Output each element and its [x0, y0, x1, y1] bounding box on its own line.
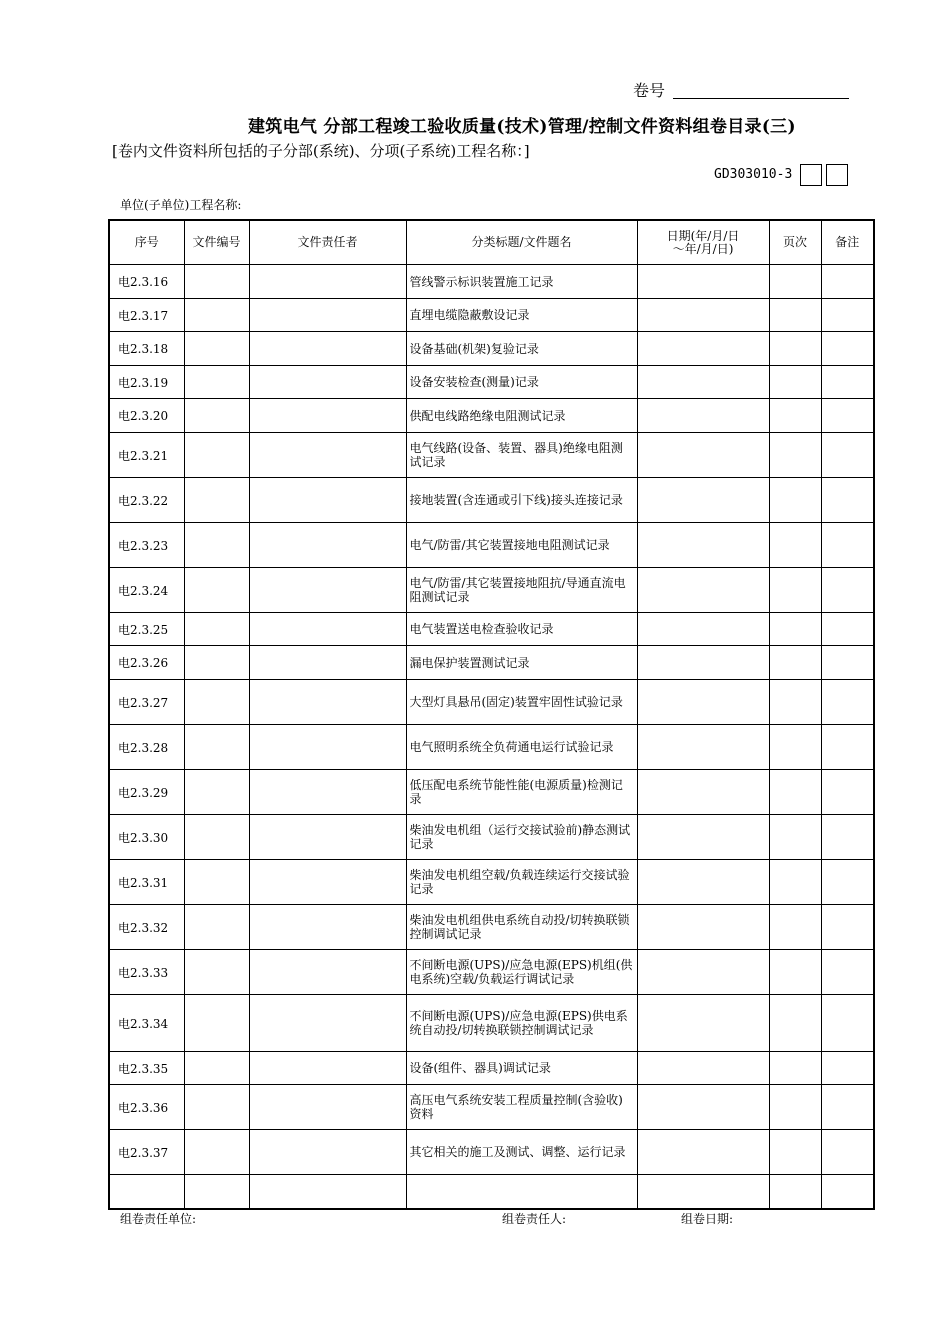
cell-doc-no	[184, 1130, 249, 1175]
cell-remark	[821, 815, 874, 860]
cell-owner	[249, 433, 406, 478]
table-row	[109, 1130, 874, 1175]
cell-date	[637, 265, 769, 299]
cell-remark	[821, 332, 874, 366]
cell-date	[637, 860, 769, 905]
cell-page	[769, 265, 821, 299]
cell-seq: 电2.3.23	[109, 523, 184, 568]
cell-page	[769, 860, 821, 905]
cell-owner	[249, 265, 406, 299]
table-row	[109, 478, 874, 523]
cell-date	[637, 1130, 769, 1175]
cell-remark	[821, 860, 874, 905]
cell-doc-no	[184, 399, 249, 433]
table-row	[109, 568, 874, 613]
cell-title: 不间断电源(UPS)/应急电源(EPS)机组(供电系统)空载/负载运行调试记录	[406, 950, 637, 995]
cell-seq: 电2.3.16	[109, 265, 184, 299]
cell-seq: 电2.3.37	[109, 1130, 184, 1175]
cell-owner	[249, 815, 406, 860]
header-doc-no: 文件编号	[184, 220, 249, 265]
cell-title: 其它相关的施工及测试、调整、运行记录	[406, 1130, 637, 1175]
cell-page	[769, 680, 821, 725]
cell-page	[769, 433, 821, 478]
cell-remark	[821, 1130, 874, 1175]
cell-remark	[821, 950, 874, 995]
cell-title: 柴油发电机组（运行交接试验前)静态测试记录	[406, 815, 637, 860]
cell-page	[769, 995, 821, 1052]
header-remark: 备注	[821, 220, 874, 265]
cell-owner	[249, 613, 406, 646]
header-title: 分类标题/文件题名	[406, 220, 637, 265]
cell-remark	[821, 433, 874, 478]
cell-owner	[249, 1175, 406, 1209]
table-row	[109, 680, 874, 725]
cell-seq: 电2.3.32	[109, 905, 184, 950]
header-date	[637, 220, 769, 265]
cell-page	[769, 399, 821, 433]
volume-number-line	[673, 98, 849, 99]
cell-seq: 电2.3.18	[109, 332, 184, 366]
cell-title: 电气装置送电检查验收记录	[406, 613, 637, 646]
cell-page	[769, 1175, 821, 1209]
cell-seq: 电2.3.29	[109, 770, 184, 815]
table-row	[109, 860, 874, 905]
cell-page	[769, 725, 821, 770]
cell-page	[769, 523, 821, 568]
cell-doc-no	[184, 680, 249, 725]
cell-owner	[249, 680, 406, 725]
cell-date	[637, 613, 769, 646]
cell-doc-no	[184, 299, 249, 332]
cell-doc-no	[184, 860, 249, 905]
cell-doc-no	[184, 1052, 249, 1085]
table-row	[109, 613, 874, 646]
cell-doc-no	[184, 366, 249, 399]
cell-seq: 电2.3.28	[109, 725, 184, 770]
cell-page	[769, 1130, 821, 1175]
cell-date	[637, 478, 769, 523]
cell-seq: 电2.3.26	[109, 646, 184, 680]
cell-doc-no	[184, 725, 249, 770]
table-row	[109, 770, 874, 815]
cell-doc-no	[184, 770, 249, 815]
cell-date	[637, 1085, 769, 1130]
code-box-1	[800, 164, 822, 186]
cell-remark	[821, 366, 874, 399]
cell-owner	[249, 1052, 406, 1085]
table-row	[109, 1052, 874, 1085]
cell-remark	[821, 265, 874, 299]
cell-seq: 电2.3.17	[109, 299, 184, 332]
cell-page	[769, 815, 821, 860]
cell-owner	[249, 770, 406, 815]
table-row	[109, 265, 874, 299]
table-header-row	[109, 220, 874, 265]
cell-owner	[249, 725, 406, 770]
cell-doc-no	[184, 433, 249, 478]
cell-doc-no	[184, 815, 249, 860]
cell-date	[637, 815, 769, 860]
cell-doc-no	[184, 646, 249, 680]
header-date-line2: ～年/月/日)	[672, 241, 734, 256]
cell-owner	[249, 568, 406, 613]
cell-date	[637, 770, 769, 815]
cell-title: 高压电气系统安装工程质量控制(含验收)资料	[406, 1085, 637, 1130]
cell-doc-no	[184, 265, 249, 299]
cell-doc-no	[184, 1085, 249, 1130]
form-code: GD303010-3	[714, 167, 793, 182]
cell-seq	[109, 1175, 184, 1209]
cell-seq: 电2.3.30	[109, 815, 184, 860]
table-row	[109, 1085, 874, 1130]
cell-owner	[249, 1085, 406, 1130]
table-row	[109, 905, 874, 950]
cell-page	[769, 1085, 821, 1130]
cell-seq: 电2.3.35	[109, 1052, 184, 1085]
cell-seq: 电2.3.31	[109, 860, 184, 905]
cell-owner	[249, 399, 406, 433]
footer-unit-label: 组卷责任单位:	[120, 1212, 197, 1226]
cell-date	[637, 1175, 769, 1209]
catalog-table	[108, 219, 875, 1210]
cell-doc-no	[184, 568, 249, 613]
cell-doc-no	[184, 613, 249, 646]
cell-title: 电气照明系统全负荷通电运行试验记录	[406, 725, 637, 770]
cell-remark	[821, 995, 874, 1052]
volume-number-label: 卷号	[633, 81, 666, 100]
cell-date	[637, 399, 769, 433]
table-row	[109, 433, 874, 478]
cell-page	[769, 770, 821, 815]
cell-remark	[821, 770, 874, 815]
cell-remark	[821, 905, 874, 950]
cell-title: 柴油发电机组供电系统自动投/切转换联锁控制调试记录	[406, 905, 637, 950]
table-row	[109, 646, 874, 680]
cell-seq: 电2.3.36	[109, 1085, 184, 1130]
cell-doc-no	[184, 478, 249, 523]
cell-remark	[821, 1052, 874, 1085]
cell-title: 设备基础(机架)复验记录	[406, 332, 637, 366]
cell-owner	[249, 995, 406, 1052]
cell-page	[769, 905, 821, 950]
cell-doc-no	[184, 523, 249, 568]
page-subtitle: [卷内文件资料所包括的子分部(系统)、分项(子系统)工程名称：]	[112, 142, 530, 160]
table-row	[109, 523, 874, 568]
cell-title: 漏电保护装置测试记录	[406, 646, 637, 680]
cell-seq: 电2.3.22	[109, 478, 184, 523]
cell-owner	[249, 1130, 406, 1175]
cell-seq: 电2.3.25	[109, 613, 184, 646]
cell-title: 不间断电源(UPS)/应急电源(EPS)供电系统自动投/切转换联锁控制调试记录	[406, 995, 637, 1052]
cell-doc-no	[184, 995, 249, 1052]
cell-title: 电气线路(设备、装置、器具)绝缘电阻测试记录	[406, 433, 637, 478]
cell-date	[637, 995, 769, 1052]
cell-remark	[821, 1085, 874, 1130]
cell-remark	[821, 725, 874, 770]
cell-remark	[821, 568, 874, 613]
cell-date	[637, 1052, 769, 1085]
cell-date	[637, 905, 769, 950]
cell-owner	[249, 299, 406, 332]
cell-owner	[249, 478, 406, 523]
cell-remark	[821, 1175, 874, 1209]
cell-page	[769, 568, 821, 613]
cell-date	[637, 646, 769, 680]
cell-owner	[249, 366, 406, 399]
cell-date	[637, 680, 769, 725]
cell-owner	[249, 332, 406, 366]
cell-seq: 电2.3.24	[109, 568, 184, 613]
cell-page	[769, 332, 821, 366]
cell-title: 柴油发电机组空载/负载连续运行交接试验记录	[406, 860, 637, 905]
cell-owner	[249, 950, 406, 995]
cell-title: 设备(组件、器具)调试记录	[406, 1052, 637, 1085]
cell-remark	[821, 646, 874, 680]
cell-date	[637, 725, 769, 770]
table-row	[109, 995, 874, 1052]
cell-title	[406, 1175, 637, 1209]
cell-date	[637, 366, 769, 399]
header-owner: 文件责任者	[249, 220, 406, 265]
cell-date	[637, 568, 769, 613]
cell-remark	[821, 478, 874, 523]
cell-seq: 电2.3.33	[109, 950, 184, 995]
cell-title: 电气/防雷/其它装置接地电阻测试记录	[406, 523, 637, 568]
table-row	[109, 725, 874, 770]
cell-title: 直埋电缆隐蔽敷设记录	[406, 299, 637, 332]
cell-seq: 电2.3.21	[109, 433, 184, 478]
table-row	[109, 332, 874, 366]
table-row	[109, 366, 874, 399]
cell-title: 低压配电系统节能性能(电源质量)检测记录	[406, 770, 637, 815]
cell-remark	[821, 299, 874, 332]
footer-person-label: 组卷责任人:	[502, 1212, 567, 1226]
table-row	[109, 815, 874, 860]
cell-page	[769, 478, 821, 523]
cell-title: 大型灯具悬吊(固定)装置牢固性试验记录	[406, 680, 637, 725]
header-seq: 序号	[109, 220, 184, 265]
cell-page	[769, 299, 821, 332]
footer-date-label: 组卷日期:	[681, 1212, 734, 1226]
cell-doc-no	[184, 1175, 249, 1209]
cell-owner	[249, 523, 406, 568]
cell-seq: 电2.3.20	[109, 399, 184, 433]
cell-doc-no	[184, 905, 249, 950]
cell-seq: 电2.3.27	[109, 680, 184, 725]
cell-title: 管线警示标识装置施工记录	[406, 265, 637, 299]
cell-date	[637, 433, 769, 478]
cell-page	[769, 1052, 821, 1085]
table-row	[109, 399, 874, 433]
table-row	[109, 1175, 874, 1209]
header-date-line1: 日期(年/月/日	[666, 228, 740, 243]
table-row	[109, 299, 874, 332]
cell-date	[637, 332, 769, 366]
code-box-2	[826, 164, 848, 186]
cell-title: 设备安装检查(测量)记录	[406, 366, 637, 399]
cell-owner	[249, 646, 406, 680]
cell-seq: 电2.3.34	[109, 995, 184, 1052]
cell-remark	[821, 680, 874, 725]
cell-remark	[821, 523, 874, 568]
page-title: 建筑电气 分部工程竣工验收质量(技术)管理/控制文件资料组卷目录(三)	[248, 117, 796, 137]
cell-title: 接地装置(含连通或引下线)接头连接记录	[406, 478, 637, 523]
cell-seq: 电2.3.19	[109, 366, 184, 399]
cell-date	[637, 523, 769, 568]
cell-doc-no	[184, 950, 249, 995]
unit-project-name-label: 单位(子单位)工程名称:	[120, 198, 242, 212]
cell-date	[637, 299, 769, 332]
cell-owner	[249, 905, 406, 950]
cell-page	[769, 613, 821, 646]
cell-title: 供配电线路绝缘电阻测试记录	[406, 399, 637, 433]
cell-title: 电气/防雷/其它装置接地阻抗/导通直流电阻测试记录	[406, 568, 637, 613]
cell-page	[769, 950, 821, 995]
header-page: 页次	[769, 220, 821, 265]
cell-remark	[821, 613, 874, 646]
cell-page	[769, 366, 821, 399]
cell-remark	[821, 399, 874, 433]
table-row	[109, 950, 874, 995]
cell-date	[637, 950, 769, 995]
cell-page	[769, 646, 821, 680]
cell-owner	[249, 860, 406, 905]
cell-doc-no	[184, 332, 249, 366]
